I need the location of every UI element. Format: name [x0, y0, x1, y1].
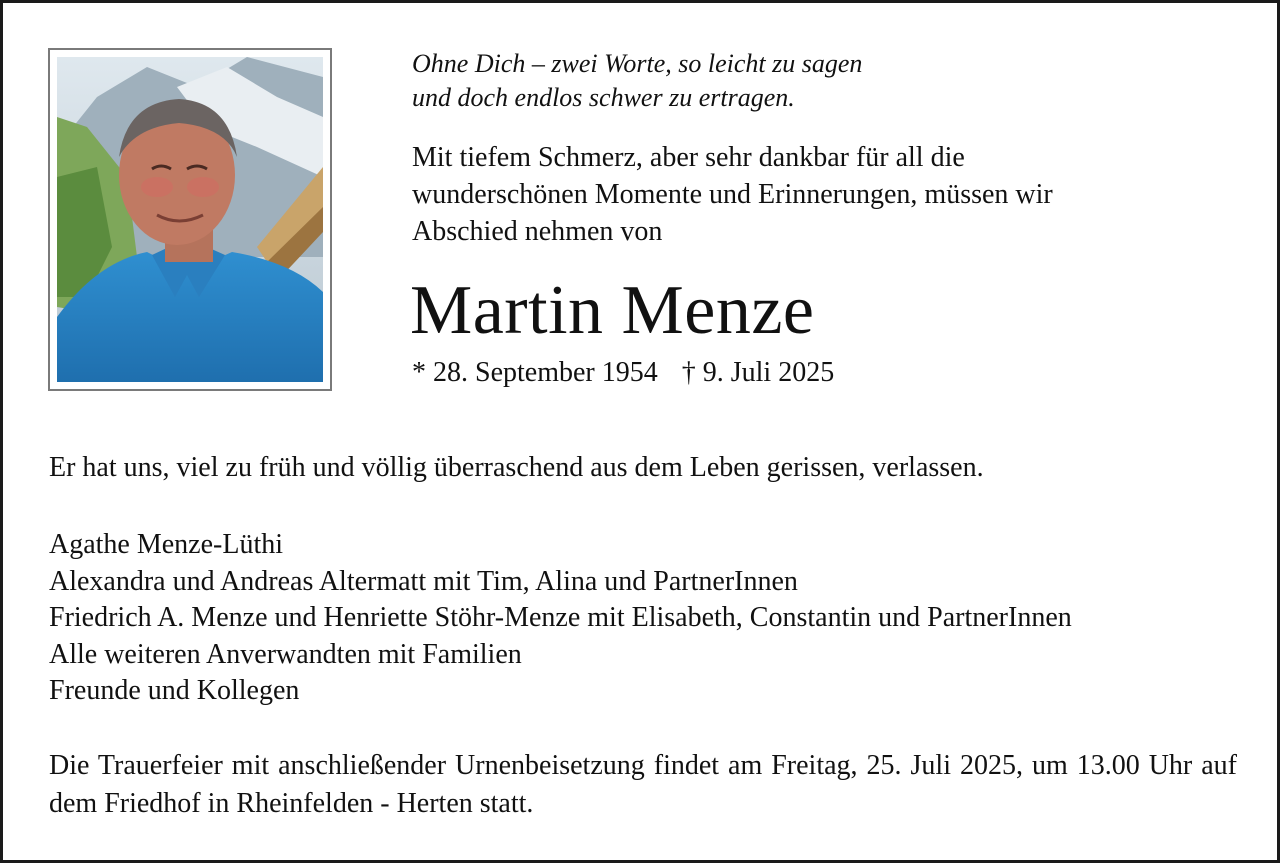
motto-line: Ohne Dich – zwei Worte, so leicht zu sagen	[412, 49, 863, 78]
motto-line: und doch endlos schwer zu ertragen.	[412, 83, 795, 112]
mourner-entry: Alle weiteren Anverwandten mit Familien	[49, 638, 522, 670]
motto-verse	[412, 47, 862, 115]
portrait-photo	[57, 57, 323, 382]
portrait-frame	[48, 48, 332, 391]
deceased-name: Martin Menze	[410, 272, 815, 349]
intro-line: wunderschönen Momente und Erinnerungen, müssen wir	[412, 179, 1053, 210]
intro-text	[412, 139, 1212, 250]
life-dates	[412, 355, 834, 391]
mourner-entry: Agathe Menze-Lüthi	[49, 529, 284, 560]
death-date: † 9. Juli 2025	[681, 357, 835, 388]
funeral-service-info: Die Trauerfeier mit anschließender Urnenbeisetzung findet am Freitag, 25. Juli 2025, um 13.00 Uhr auf dem Friedhof in Rheinfelden - Herten statt.	[49, 750, 1237, 819]
mourner-entry: Friedrich A. Menze und Henriette Stöhr-Menze mit Elisabeth, Constantin und PartnerInnen	[49, 602, 1072, 633]
intro-line: Abschied nehmen von	[412, 216, 663, 247]
mourner-entry: Freunde und Kollegen	[49, 675, 300, 706]
mourner-entry: Alexandra und Andreas Altermatt mit Tim, Alina und PartnerInnen	[49, 565, 798, 597]
mourners-list	[49, 527, 1072, 710]
intro-line: Mit tiefem Schmerz, aber sehr dankbar für all die	[412, 142, 965, 173]
birth-date: * 28. September 1954	[412, 357, 658, 388]
statement-text: Er hat uns, viel zu früh und völlig überraschend aus dem Leben gerissen, verlassen.	[49, 452, 984, 483]
